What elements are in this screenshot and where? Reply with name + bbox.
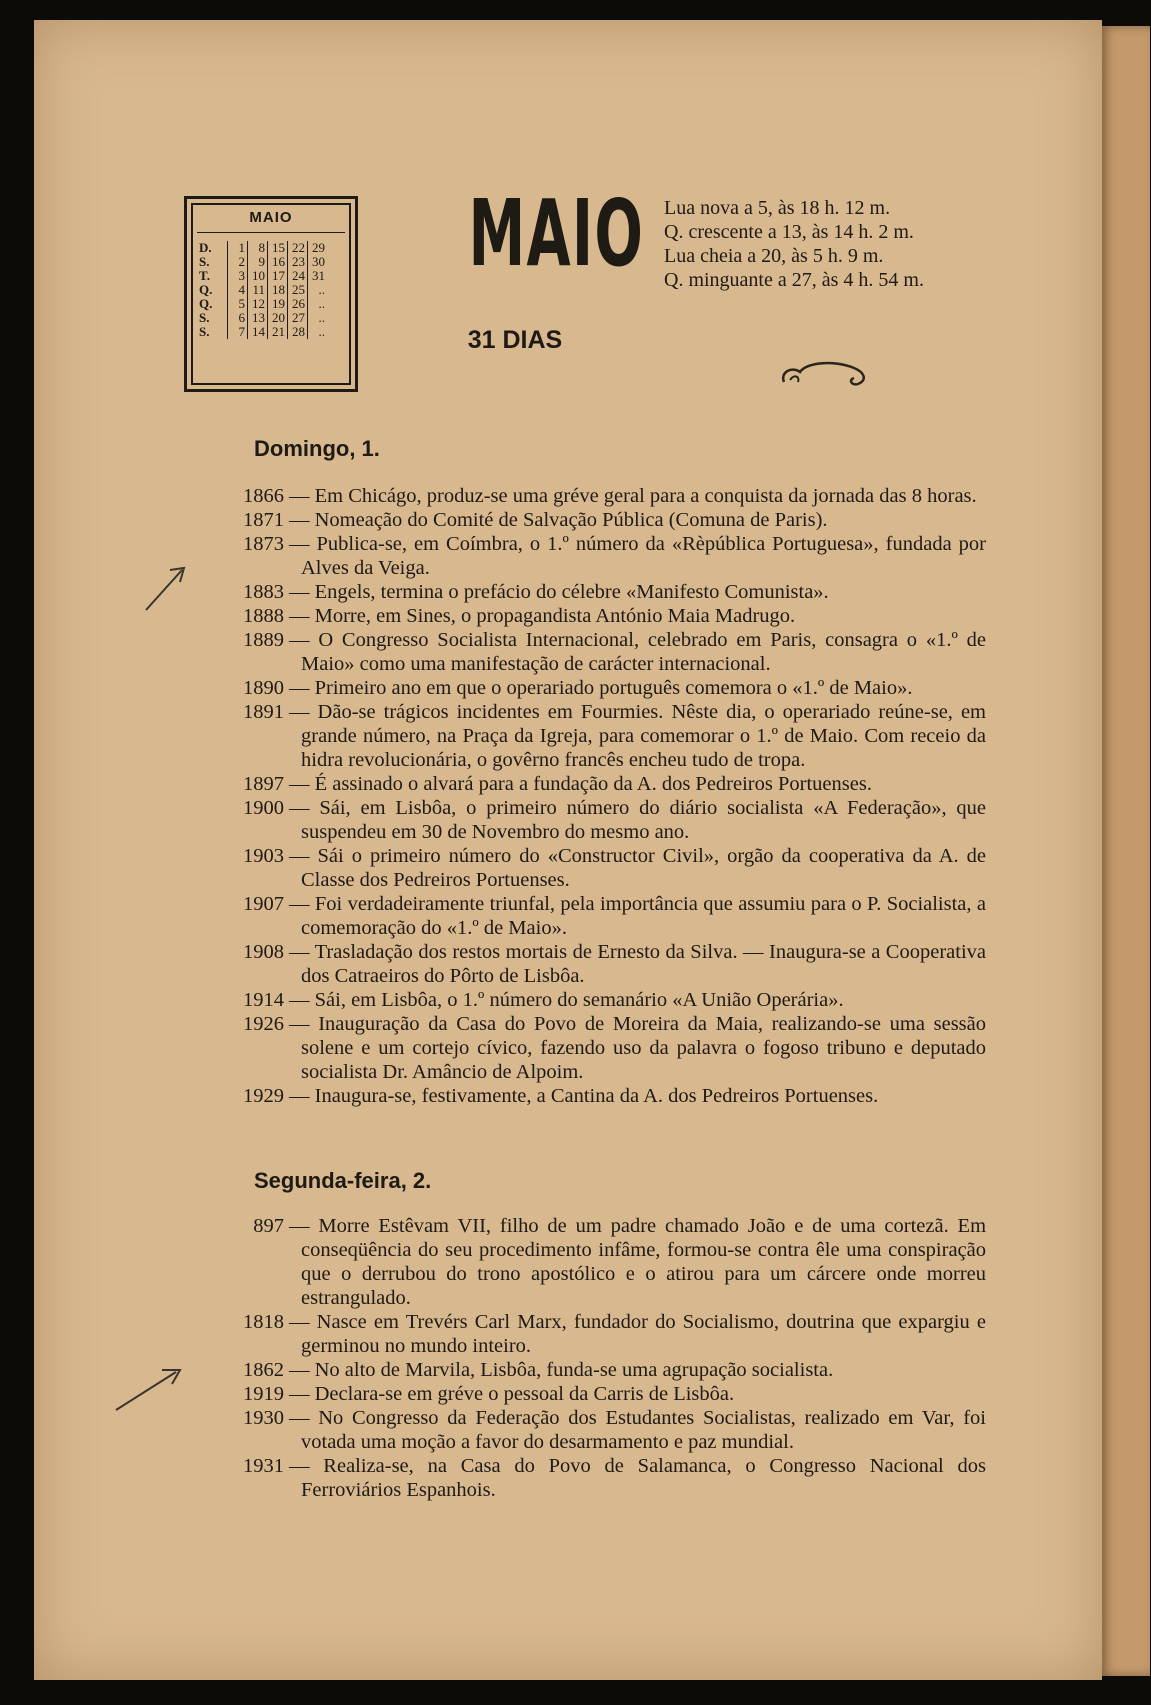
- entry-text: — Nomeação do Comité de Salvação Pública (Comuna de Paris).: [284, 508, 986, 532]
- entry-text: — Declara-se em gréve o pessoal da Carris de Lisbôa.: [284, 1382, 986, 1406]
- calendar-day-number: 3: [228, 269, 248, 283]
- calendar-day-number: 15: [268, 241, 288, 255]
- day-2-entries: [180, 1214, 986, 1502]
- entry-year: 1890: [243, 677, 284, 699]
- calendar-day-number: 12: [248, 297, 268, 311]
- days-count: 31 DIAS: [467, 326, 563, 354]
- entry-year: 1862: [243, 1359, 284, 1381]
- entry-text: — Realiza-se, na Casa do Povo de Salamanca, o Congresso Nacional dos Ferroviários Espanhois.: [284, 1454, 986, 1502]
- entry-year: 1891: [243, 701, 284, 723]
- calendar-day-number: 29: [308, 241, 328, 255]
- calendar-day-number: 13: [248, 311, 268, 325]
- chronology-entry: [180, 1454, 986, 1502]
- mini-calendar-row: [197, 325, 327, 339]
- entry-text: — Inauguração da Casa do Povo de Moreira da Maia, realizando-se uma sessão solene e um cortejo cívico, fazendo uso da palavra o fogoso tribuno e deputado socialista Dr. Amâncio de Alpoim.: [284, 1012, 986, 1084]
- weekday-abbrev: Q.: [199, 282, 213, 297]
- chronology-entry: [180, 940, 986, 988]
- pencil-arrow-icon: [110, 1358, 190, 1418]
- entry-year: 1907: [243, 893, 284, 915]
- chronology-entry: [180, 700, 986, 772]
- calendar-day-number: 18: [268, 283, 288, 297]
- moon-phase-line: Lua cheia a 20, às 5 h. 9 m.: [664, 245, 884, 267]
- calendar-day-number: 27: [288, 311, 308, 325]
- entry-year: 1903: [243, 845, 284, 867]
- entry-text: — No Congresso da Federação dos Estudantes Socialistas, realizado em Var, foi votada uma moção a favor do desarmamento e paz mundial.: [284, 1406, 986, 1454]
- entry-year: 1900: [243, 797, 284, 819]
- weekday-abbrev: Q.: [199, 296, 213, 311]
- entry-text: — Foi verdadeiramente triunfal, pela importância que assumiu para o P. Socialista, a comemoração do «1.º de Maio».: [284, 892, 986, 940]
- pencil-arrow-icon: [140, 560, 190, 620]
- mini-calendar-row: [197, 255, 327, 269]
- entry-text: — Em Chicágo, produz-se uma gréve geral para a conquista da jornada das 8 horas.: [284, 484, 986, 508]
- mini-calendar-row: [197, 283, 327, 297]
- mini-calendar-grid: [197, 241, 327, 339]
- calendar-day-number: 14: [248, 325, 268, 339]
- moon-phase-line: Lua nova a 5, às 18 h. 12 m.: [664, 197, 891, 219]
- entry-text: — Engels, termina o prefácio do célebre «Manifesto Comunista».: [284, 580, 986, 604]
- calendar-day-number: 8: [248, 241, 268, 255]
- entry-year: 1908: [243, 941, 284, 963]
- chronology-entry: [180, 604, 986, 628]
- mini-calendar-rule: [197, 232, 345, 233]
- entry-year: 1930: [243, 1407, 284, 1429]
- entry-year: 1897: [243, 773, 284, 795]
- entry-text: — Morre Estêvam VII, filho de um padre chamado João e de uma cortezã. Em conseqüência do seu procedimento infâme, formou-se contra êle uma conspiração que o derrubou do trono apostólico e o atirou para um cárcere onde morreu estrangulado.: [284, 1214, 986, 1310]
- calendar-day-number: 26: [288, 297, 308, 311]
- calendar-day-number: 11: [248, 283, 268, 297]
- entry-year: 1929: [243, 1085, 284, 1107]
- entry-text: — Trasladação dos restos mortais de Ernesto da Silva. — Inaugura-se a Cooperativa dos Catraeiros do Pôrto de Lisbôa.: [284, 940, 986, 988]
- entry-year: 1931: [243, 1455, 284, 1477]
- mini-calendar-row: [197, 269, 327, 283]
- chronology-entry: [180, 508, 986, 532]
- calendar-day-number: 28: [288, 325, 308, 339]
- chronology-entry: [180, 484, 986, 508]
- entry-text: — Nasce em Trevérs Carl Marx, fundador do Socialismo, doutrina que expargiu e germinou no mundo inteiro.: [284, 1310, 986, 1358]
- chronology-entry: [180, 628, 986, 676]
- entry-year: 1883: [243, 581, 284, 603]
- calendar-day-number: 1: [228, 241, 248, 255]
- entry-year: 1871: [243, 509, 284, 531]
- chronology-entry: [180, 1382, 986, 1406]
- calendar-day-number: 2: [228, 255, 248, 269]
- entry-text: — O Congresso Socialista Internacional, celebrado em Paris, consagra o «1.º de Maio» como uma manifestação de carácter internacional.: [284, 628, 986, 676]
- calendar-day-number: ..: [308, 325, 328, 339]
- moon-phase-line: Q. minguante a 27, às 4 h. 54 m.: [664, 269, 924, 291]
- ornament-icon: [776, 358, 872, 390]
- entry-year: 1889: [243, 629, 284, 651]
- mini-calendar: [184, 196, 358, 392]
- weekday-abbrev: S.: [199, 254, 210, 269]
- calendar-day-number: 22: [288, 241, 308, 255]
- calendar-day-number: 31: [308, 269, 328, 283]
- calendar-day-number: 30: [308, 255, 328, 269]
- entry-year: 897: [253, 1215, 284, 1237]
- month-title: MAIO: [468, 180, 645, 287]
- mini-calendar-row: [197, 297, 327, 311]
- weekday-abbrev: S.: [199, 310, 210, 325]
- chronology-entry: [180, 1358, 986, 1382]
- entry-text: — Morre, em Sines, o propagandista António Maia Madrugo.: [284, 604, 986, 628]
- chronology-entry: [180, 892, 986, 940]
- calendar-day-number: 24: [288, 269, 308, 283]
- calendar-day-number: 9: [248, 255, 268, 269]
- calendar-day-number: 21: [268, 325, 288, 339]
- day-1-entries: [180, 484, 986, 1108]
- entry-year: 1914: [243, 989, 284, 1011]
- calendar-day-number: 16: [268, 255, 288, 269]
- entry-year: 1818: [243, 1311, 284, 1333]
- entry-year: 1866: [243, 485, 284, 507]
- entry-year: 1926: [243, 1013, 284, 1035]
- entry-year: 1873: [243, 533, 284, 555]
- day-heading-1: Domingo, 1.: [254, 436, 380, 461]
- calendar-day-number: ..: [308, 283, 328, 297]
- calendar-day-number: 7: [228, 325, 248, 339]
- entry-year: 1919: [243, 1383, 284, 1405]
- calendar-day-number: 23: [288, 255, 308, 269]
- chronology-entry: [180, 1310, 986, 1358]
- calendar-day-number: 17: [268, 269, 288, 283]
- chronology-entry: [180, 844, 986, 892]
- chronology-entry: [180, 1406, 986, 1454]
- weekday-abbrev: T.: [199, 268, 210, 283]
- chronology-entry: [180, 796, 986, 844]
- chronology-entry: [180, 580, 986, 604]
- weekday-abbrev: S.: [199, 324, 210, 339]
- chronology-entry: [180, 988, 986, 1012]
- moon-phase-line: Q. crescente a 13, às 14 h. 2 m.: [664, 221, 914, 243]
- chronology-entry: [180, 1214, 986, 1310]
- entry-text: — No alto de Marvila, Lisbôa, funda-se uma agrupação socialista.: [284, 1358, 986, 1382]
- entry-text: — É assinado o alvará para a fundação da A. dos Pedreiros Portuenses.: [284, 772, 986, 796]
- mini-calendar-title: MAIO: [249, 209, 293, 226]
- entry-text: — Primeiro ano em que o operariado português comemora o «1.º de Maio».: [284, 676, 986, 700]
- calendar-day-number: ..: [308, 311, 328, 325]
- entry-text: — Inaugura-se, festivamente, a Cantina da A. dos Pedreiros Portuenses.: [284, 1084, 986, 1108]
- day-heading-2: Segunda-feira, 2.: [254, 1168, 432, 1193]
- entry-text: — Sái, em Lisbôa, o 1.º número do semanário «A União Operária».: [284, 988, 986, 1012]
- entry-year: 1888: [243, 605, 284, 627]
- calendar-day-number: 25: [288, 283, 308, 297]
- chronology-entry: [180, 772, 986, 796]
- chronology-entry: [180, 676, 986, 700]
- calendar-day-number: 20: [268, 311, 288, 325]
- mini-calendar-row: [197, 311, 327, 325]
- entry-text: — Dão-se trágicos incidentes em Fourmies. Nêste dia, o operariado reúne-se, em grande número, na Praça da Igreja, para comemorar o 1.º de Maio. Com receio da hidra revolucionária, o govêrno francês encheu tudo de tropa.: [284, 700, 986, 772]
- calendar-day-number: 5: [228, 297, 248, 311]
- entry-text: — Sái, em Lisbôa, o primeiro número do diário socialista «A Federação», que suspendeu em 30 de Novembro do mesmo ano.: [284, 796, 986, 844]
- calendar-day-number: 19: [268, 297, 288, 311]
- weekday-abbrev: D.: [199, 240, 212, 255]
- mini-calendar-row: [197, 241, 327, 255]
- calendar-day-number: 6: [228, 311, 248, 325]
- calendar-day-number: 10: [248, 269, 268, 283]
- adjacent-page-edge: [1100, 26, 1150, 1676]
- chronology-entry: [180, 1012, 986, 1084]
- calendar-day-number: 4: [228, 283, 248, 297]
- moon-phases: [664, 196, 924, 292]
- entry-text: — Publica-se, em Coímbra, o 1.º número da «Rèpública Portuguesa», fundada por Alves da Veiga.: [284, 532, 986, 580]
- calendar-day-number: ..: [308, 297, 328, 311]
- chronology-entry: [180, 532, 986, 580]
- entry-text: — Sái o primeiro número do «Constructor Civil», orgão da cooperativa da A. de Classe dos Pedreiros Portuenses.: [284, 844, 986, 892]
- chronology-entry: [180, 1084, 986, 1108]
